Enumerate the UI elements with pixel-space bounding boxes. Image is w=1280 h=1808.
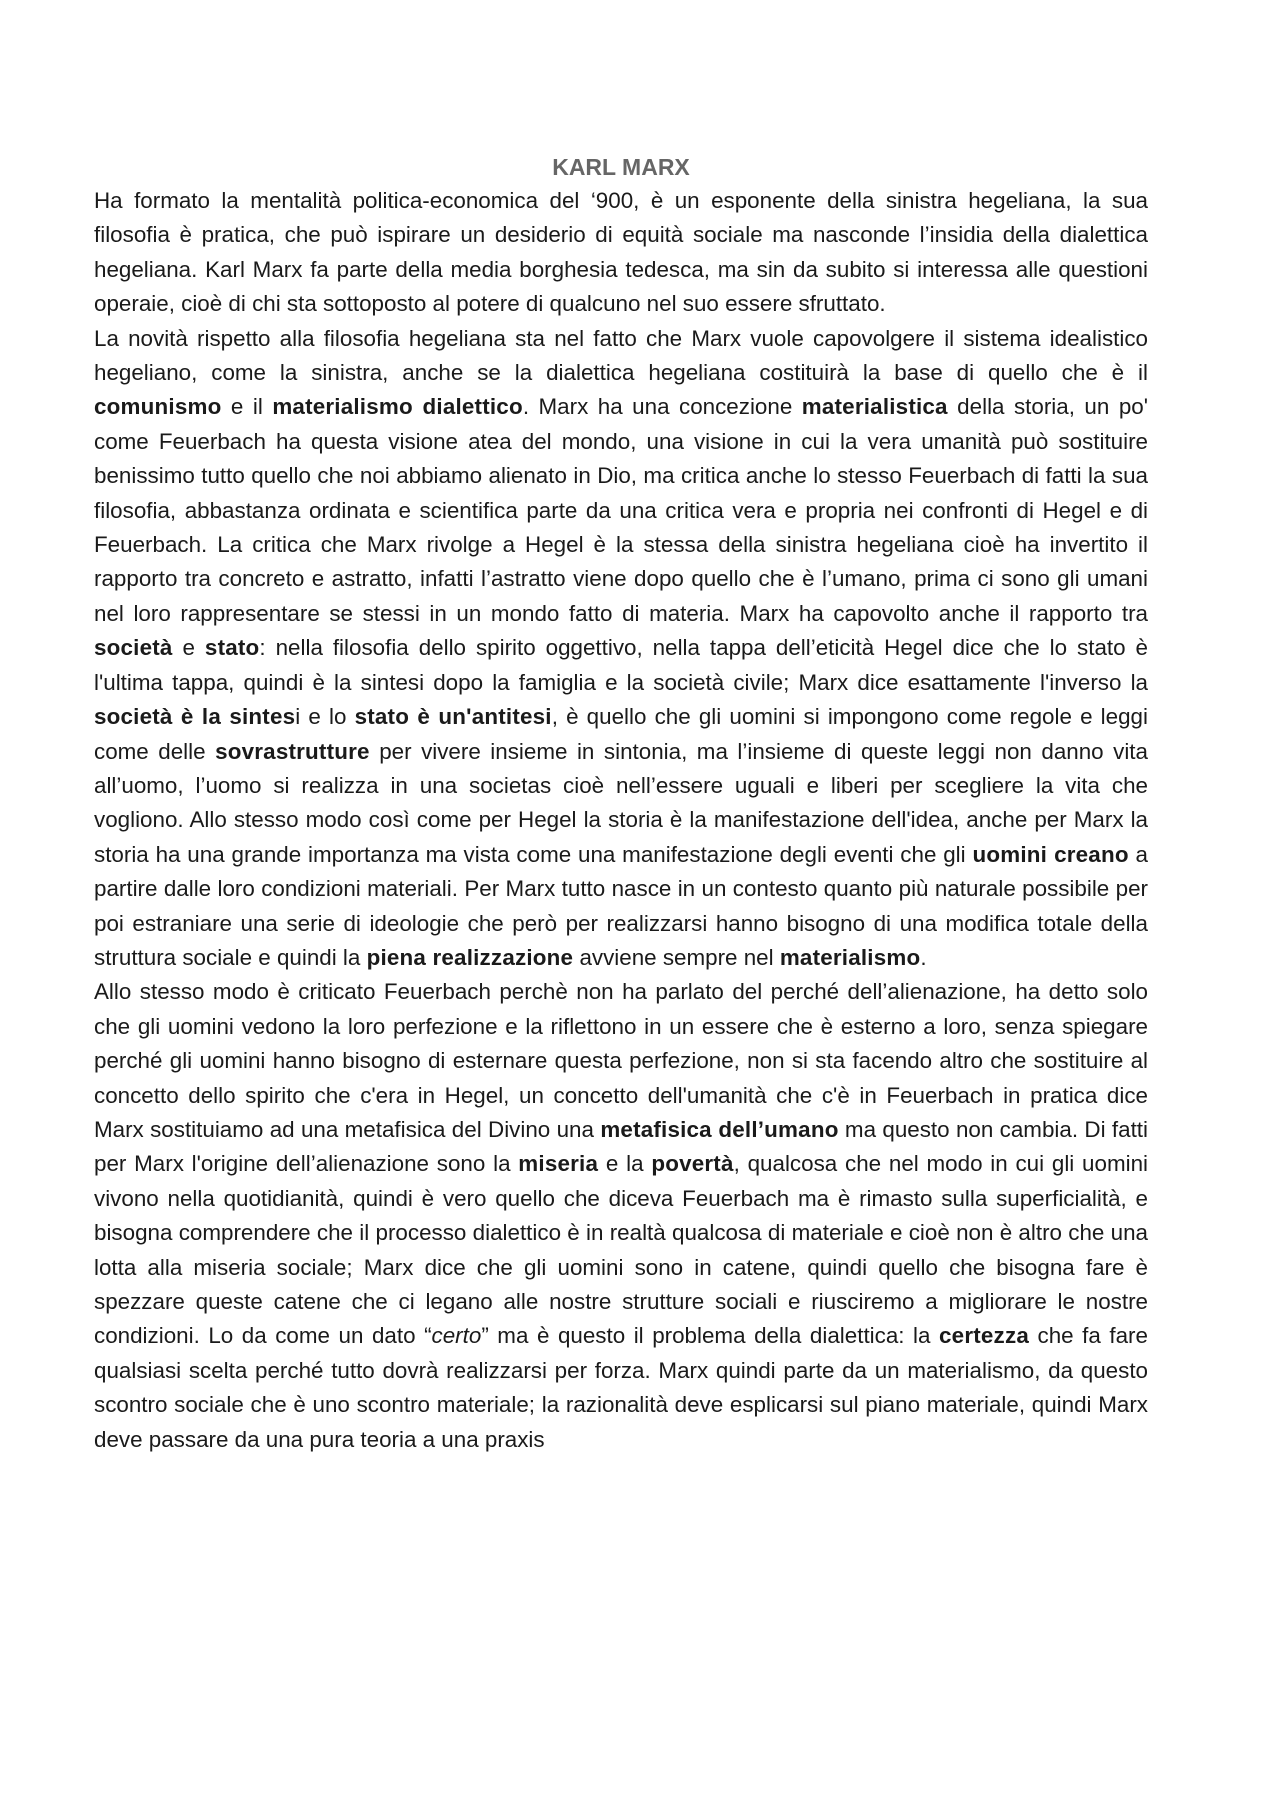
text-run: della storia, un po' come Feuerbach ha questa visione atea del mondo, una visione in cui la vera umanità può sostituire benissimo tutto quello che noi abbiamo alienato in Dio, ma critica anche lo stesso Feuerbach di fatti la sua filosofia, abbastanza ordinata e scientifica parte da una critica vera e propria nei confronti di Hegel e di Feuerbach. La critica che Marx rivolge a Hegel è la stessa della sinistra hegeliana cioè ha invertito il rapporto tra concreto e astratto, infatti l’astratto viene dopo quello che è l’umano, prima ci sono gli umani nel loro rappresentare se stessi in un mondo fatto di materia. Marx ha capovolto anche il rapporto tra bbox=[94, 394, 1148, 626]
text-run: Ha formato la mentalità politica-economica del ‘900, è un esponente della sinistra hegeliana, la sua filosofia è pratica, che può ispirare un desiderio di equità sociale ma nasconde l’insidia della dialettica hegeliana. Karl Marx fa parte della media borghesia tedesca, ma sin da subito si interessa alle questioni operaie, cioè di chi sta sottoposto al potere di qualcuno nel suo essere sfruttato. bbox=[94, 188, 1148, 317]
italic-term: certo bbox=[431, 1323, 482, 1349]
text-run: , qualcosa che nel modo in cui gli uomini vivono nella quotidianità, quindi è vero quello che diceva Feuerbach ma è rimasto sulla superficialità, e bisogna comprendere che il processo dialettico è in realtà qualcosa di materiale e cioè non è altro che una lotta alla miseria sociale; Marx dice che gli uomini sono in catene, quindi quello che bisogna fare è spezzare queste catene che ci legano alle nostre strutture sociali e riusciremo a migliorare le nostre condizioni. Lo da come un dato “ bbox=[94, 1151, 1148, 1349]
paragraph bbox=[94, 184, 1148, 322]
bold-term: piena realizzazione bbox=[366, 944, 574, 970]
text-run: La novità rispetto alla filosofia hegeliana sta nel fatto che Marx vuole capovolgere il sistema idealistico hegeliano, come la sinistra, anche se la dialettica hegeliana costituirà la base di quello che è il bbox=[94, 325, 1148, 386]
bold-term: certezza bbox=[939, 1323, 1029, 1349]
text-run: e la bbox=[598, 1151, 652, 1177]
text-run: avviene sempre nel bbox=[573, 944, 780, 970]
bold-term: miseria bbox=[518, 1151, 599, 1177]
bold-term: povertà bbox=[651, 1151, 734, 1177]
text-run: ” ma è questo il problema della dialettica: la bbox=[481, 1323, 940, 1349]
text-run: e il bbox=[221, 394, 273, 420]
bold-term: società è la sintes bbox=[94, 704, 296, 730]
paragraph bbox=[94, 322, 1148, 976]
text-run: ma questo non cambia. Di fatti per Marx l'origine dell’alienazione sono la bbox=[94, 1116, 1148, 1177]
bold-term: materialistica bbox=[801, 394, 948, 420]
paragraph bbox=[94, 975, 1148, 1457]
text-run: . Marx ha una concezione bbox=[522, 394, 802, 420]
document-title: KARL MARX bbox=[552, 154, 690, 180]
text-run: Allo stesso modo è criticato Feuerbach perchè non ha parlato del perché dell’alienazione, ha detto solo che gli uomini vedono la loro perfezione e la riflettono in un essere che è esterno a loro, senza spiegare perché gli uomini hanno bisogno di esternare questa perfezione, non si sta facendo altro che sostituire al concetto dello spirito che c'era in Hegel, un concetto dell'umanità che c'è in Feuerbach in pratica dice Marx sostituiamo ad una metafisica del Divino una bbox=[94, 979, 1148, 1142]
bold-term: stato è un'antitesi bbox=[354, 704, 552, 730]
bold-term: sovrastrutture bbox=[215, 738, 370, 764]
bold-term: materialismo dialettico bbox=[272, 394, 523, 420]
text-run: i e lo bbox=[295, 704, 355, 730]
text-run: . bbox=[920, 944, 927, 970]
text-run: e bbox=[172, 635, 205, 661]
bold-term: materialismo bbox=[779, 944, 921, 970]
text-run: , è quello che gli uomini si impongono come regole e leggi come delle bbox=[94, 704, 1148, 764]
bold-term: comunismo bbox=[94, 394, 222, 420]
text-run: a partire dalle loro condizioni materiali. Per Marx tutto nasce in un contesto quanto più naturale possibile per poi estraniare una serie di ideologie che però per realizzarsi hanno bisogno di una modifica totale della struttura sociale e quindi la bbox=[94, 841, 1148, 970]
bold-term: metafisica dell’umano bbox=[600, 1116, 839, 1142]
text-run: che fa fare qualsiasi scelta perché tutto dovrà realizzarsi per forza. Marx quindi parte da un materialismo, da questo scontro sociale che è uno scontro materiale; la razionalità deve esplicarsi sul piano materiale, quindi Marx deve passare da una pura teoria a una praxis bbox=[94, 1323, 1148, 1452]
bold-term: stato bbox=[204, 635, 260, 661]
document-body bbox=[94, 150, 1148, 1457]
bold-term: uomini creano bbox=[972, 841, 1129, 867]
bold-term: società bbox=[94, 635, 173, 661]
paragraphs-container bbox=[94, 184, 1148, 1457]
text-run: : nella filosofia dello spirito oggettivo, nella tappa dell’eticità Hegel dice che lo stato è l'ultima tappa, quindi è la sintesi dopo la famiglia e la società civile; Marx dice esattamente l'inverso la bbox=[94, 635, 1148, 695]
text-run: per vivere insieme in sintonia, ma l’insieme di queste leggi non danno vita all’uomo, l’uomo si realizza in una societas cioè nell’essere uguali e liberi per scegliere la vita che vogliono. Allo stesso modo così come per Hegel la storia è la manifestazione dell'idea, anche per Marx la storia ha una grande importanza ma vista come una manifestazione degli eventi che gli bbox=[94, 738, 1148, 867]
